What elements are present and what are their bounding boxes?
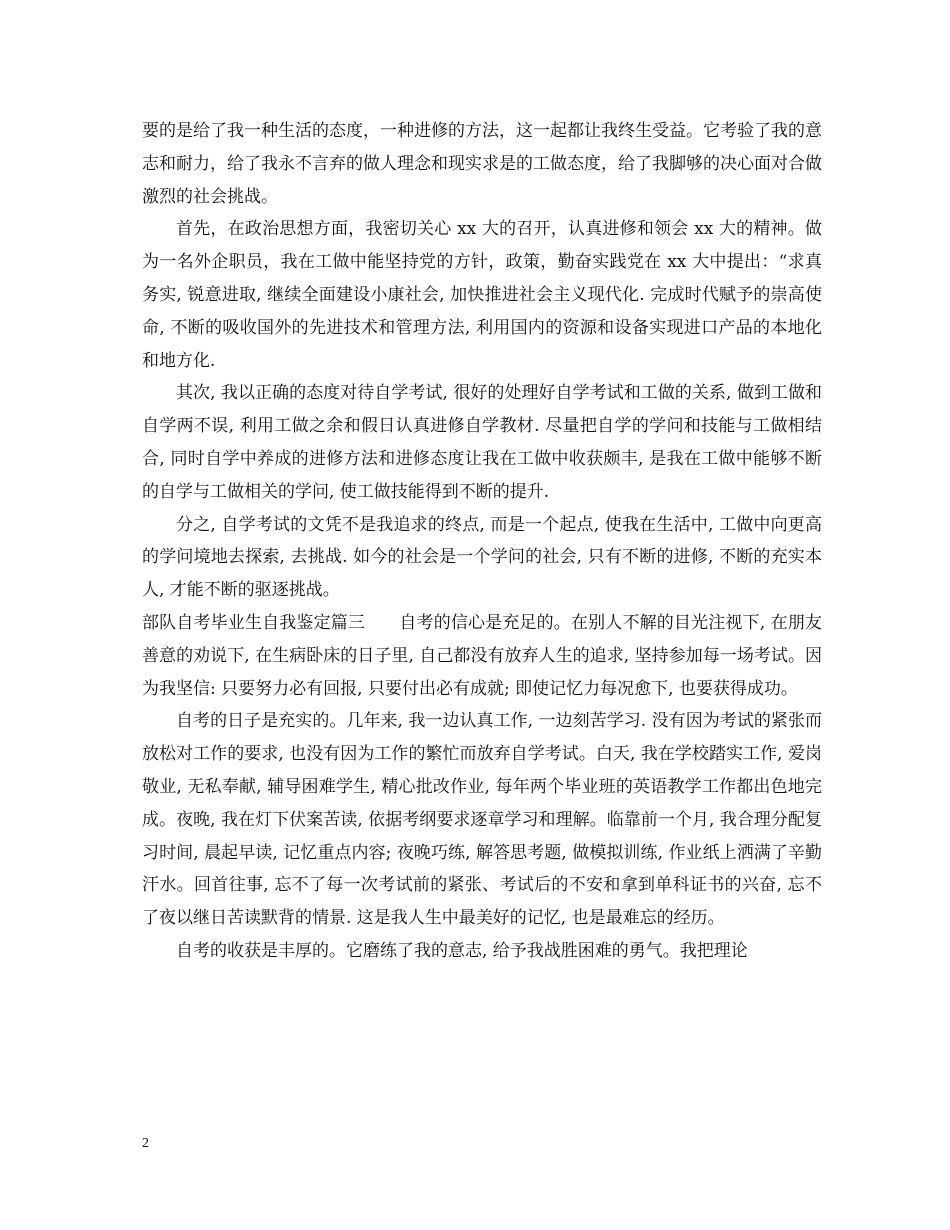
paragraph-6: 自考的日子是充实的。几年来, 我一边认真工作, 一边刻苦学习. 没有因为考试的紧张而放松对工作的要求, 也没有因为工作的繁忙而放弃自学考试。白天, 我在学校踏实工作, 爱岗敬业, 无私奉献, 辅导困难学生, 精心批改作业, 每年两个毕业班的英语教学工作都出色地完成。夜晚, 我在灯下伏案苦读, 依据考纲要求逐章学习和理解。临靠前一个月, 我合理分配复习时间, 晨起早读, 记忆重点内容; 夜晚巧练, 解答思考题, 做模拟训练, 作业纸上洒满了辛勤汗水。回首往事, 忘不了每一次考试前的紧张、考试后的不安和拿到单科证书的兴奋, 忘不了夜以继日苦读默背的情景. 这是我人生中最美好的记忆, 也是最难忘的经历。 bbox=[142, 711, 822, 929]
paragraph-2: 首先，在政治思想方面，我密切关心 xx 大的召开，认真进修和领会 xx 大的精神。做为一名外企职员，我在工做中能坚持党的方针，政策，勤奋实践党在 xx 大中提出：“求真务实, 锐意进取, 继续全面建设小康社会, 加快推进社会主义现代化. 完成时代赋予的崇高使命, 不断的吸收国外的先进技术和管理方法, 利用国内的资源和设备实现进口产品的本地化和地方化. bbox=[142, 219, 822, 371]
page-number: 2 bbox=[142, 1136, 149, 1151]
paragraph-3: 其次, 我以正确的态度对待自学考试, 很好的处理好自学考试和工做的关系, 做到工做和自学两不误, 利用工做之余和假日认真进修自学教材. 尽量把自学的学问和技能与工做相结合, 同时自学中养成的进修方法和进修态度让我在工做中收获颇丰, 是我在工做中能够不断的自学与工做相关的学问, 使工做技能得到不断的提升. bbox=[142, 383, 822, 502]
paragraph-4: 分之, 自学考试的文凭不是我追求的终点, 而是一个起点, 使我在生活中, 工做中向更高的学问境地去探索, 去挑战. 如今的社会是一个学问的社会, 只有不断的进修, 不断的充实本人, 才能不断的驱逐挑战。 bbox=[142, 514, 822, 601]
paragraph-7: 自考的收获是丰厚的。它磨练了我的意志, 给予我战胜困难的勇气。我把理论 bbox=[176, 940, 748, 961]
paragraph-1: 要的是给了我一种生活的态度，一种进修的方法，这一起都让我终生受益。它考验了我的意志和耐力，给了我永不言弃的做人理念和现实求是的工做态度，给了我脚够的决心面对合做激烈的社会挑战。 bbox=[142, 121, 822, 207]
paragraph-5-section-heading: 部队自考毕业生自我鉴定篇三 自考的信心是充足的。在别人不解的目光注视下, 在朋友善意的劝说下, 在生病卧床的日子里, 自己都没有放弃人生的追求, 坚持参加每一场考试。因为我坚信: 只要努力必有回报, 只要付出必有成就; 即使记忆力每况愈下, 也要获得成功。 bbox=[142, 612, 822, 699]
document-body bbox=[142, 115, 822, 968]
